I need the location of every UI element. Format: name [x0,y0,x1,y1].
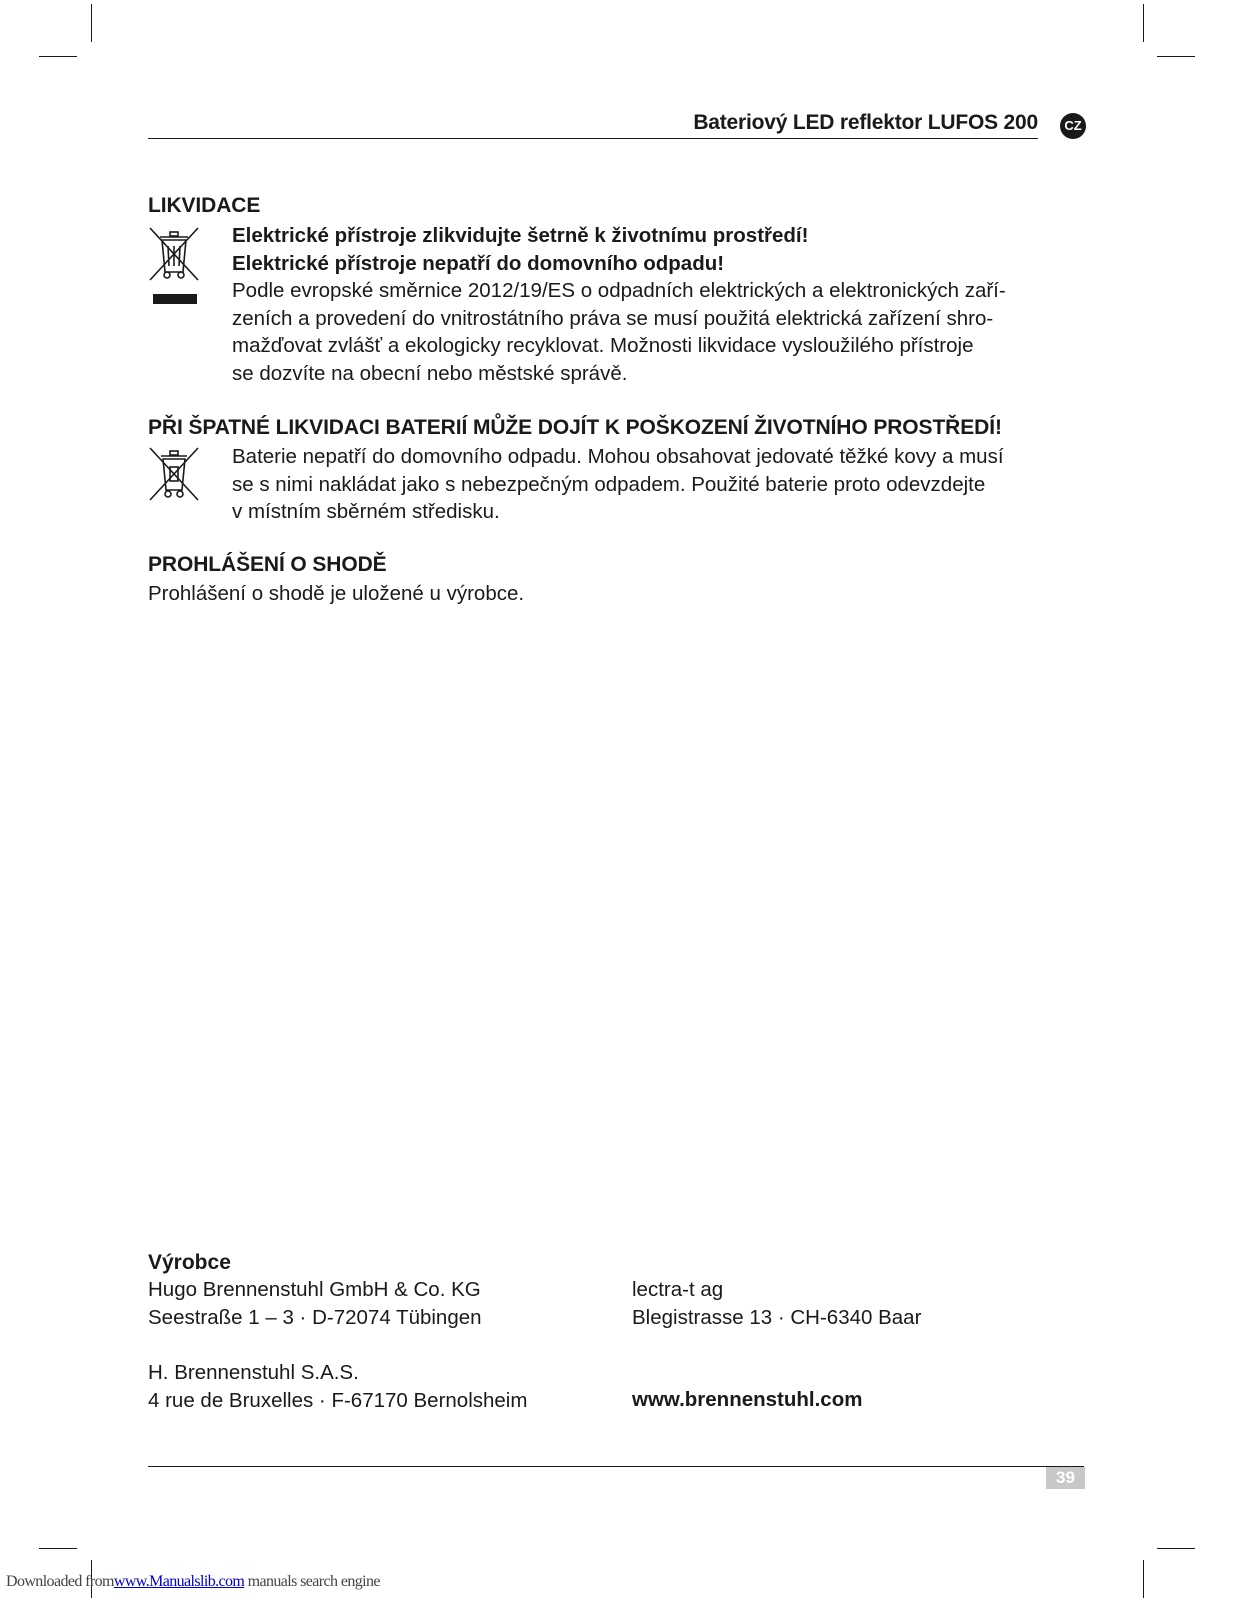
crop-mark [1143,1560,1144,1598]
crossed-out-battery-bin-icon [148,446,200,502]
crop-mark [1157,56,1195,57]
page-number: 39 [1046,1467,1085,1489]
footer-rule [148,1466,1084,1467]
disposal-warning-2: Elektrické přístroje nepatří do domovního odpadu! [232,251,725,275]
battery-paragraph-line: se s nimi nakládat jako s nebezpečným odpadem. Použité baterie proto odevzdejte [232,472,986,496]
disposal-paragraph-line: zeních a provedení do vnitrostátního práva se musí použitá elektrická zařízení shro- [232,306,994,330]
document-title: Bateriový LED reflektor LUFOS 200 [693,111,1038,134]
address-line: 4 rue de Bruxelles · F-67170 Bernolsheim [148,1388,528,1412]
address-line: Blegistrasse 13 · CH-6340 Baar [632,1305,922,1329]
manualslib-link[interactable]: www.Manualslib.com [113,1573,245,1590]
crop-mark [39,56,77,57]
page-header [148,108,1038,139]
download-suffix: manuals search engine [244,1573,380,1590]
download-prefix: Downloaded from [6,1573,114,1590]
conformity-heading: PROHLÁŠENÍ O SHODĚ [148,553,387,576]
disposal-paragraph-line: mažďovat zvlášť a ekologicky recyklovat. Možnosti likvidace vysloužilého přístroje [232,334,974,357]
crop-mark [39,1548,77,1549]
manufacturer-address-2 [148,1359,527,1414]
disposal-warning-1: Elektrické přístroje zlikvidujte šetrně k životnímu prostředí! [232,224,809,247]
battery-paragraph-line: Baterie nepatří do domovního odpadu. Mohou obsahovat jedovaté těžké kovy a musí [232,445,1004,468]
disposal-paragraph-line: se dozvíte na obecní nebo městské správě. [232,361,628,385]
conformity-text: Prohlášení o shodě je uložené u výrobce. [148,582,525,605]
manufacturer-address-3 [632,1276,921,1331]
download-footer [6,1573,380,1591]
crop-mark [1143,4,1144,42]
language-badge: CZ [1060,113,1086,139]
crop-mark [91,4,92,42]
website-link[interactable]: www.brennenstuhl.com [632,1388,863,1411]
battery-text [232,443,1004,526]
disposal-paragraph-line: Podle evropské směrnice 2012/19/ES o odpadních elektrických a elektronických zaří- [232,279,1006,302]
crop-mark [1157,1548,1195,1549]
crossed-out-wheelie-bin-icon [148,226,200,282]
manufacturer-heading: Výrobce [148,1251,231,1274]
address-line: lectra-t ag [632,1278,724,1301]
battery-paragraph-line: v místním sběrném středisku. [232,500,500,523]
battery-heading: PŘI ŠPATNÉ LIKVIDACI BATERIÍ MŮŽE DOJÍT K POŠKOZENÍ ŽIVOTNÍHO PROSTŘEDÍ! [148,416,1002,439]
separate-collection-bar [153,294,197,304]
manufacturer-address-1 [148,1276,482,1331]
address-line: Hugo Brennenstuhl GmbH & Co. KG [148,1278,481,1301]
disposal-heading: LIKVIDACE [148,194,261,217]
disposal-text [232,222,1006,387]
address-line: Seestraße 1 – 3 · D-72074 Tübingen [148,1305,482,1329]
address-line: H. Brennenstuhl S.A.S. [148,1361,359,1384]
